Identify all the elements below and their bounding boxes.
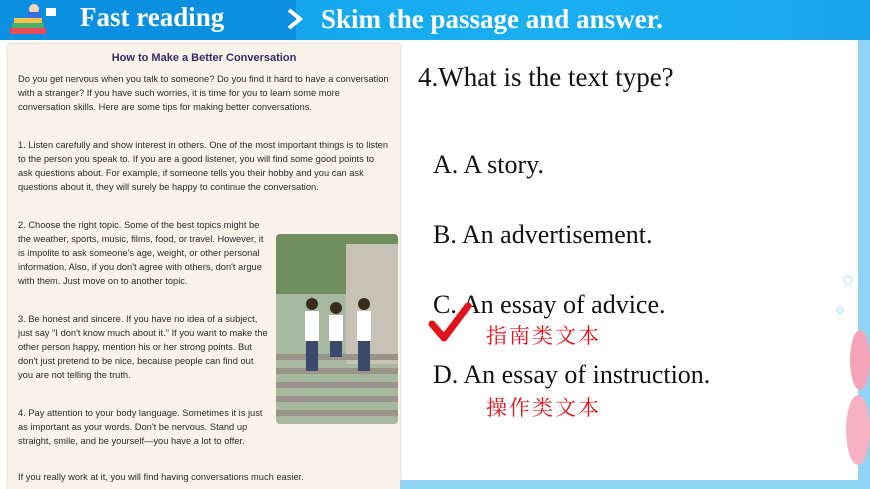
- option-b[interactable]: B. An advertisement.: [433, 220, 653, 249]
- option-c[interactable]: C. An essay of advice.: [433, 290, 666, 319]
- header-bar: [0, 0, 870, 40]
- reading-student-icon: [6, 2, 66, 38]
- passage-tip-1: 1. Listen carefully and show interest in others. One of the most important things is to listen to the person you speak to. If you are a good listener, you will find some good points to ask questions about. For example, if someone tells you their hobby and you can ask questions about it, they will surely be happy to continue the conversation.: [18, 140, 388, 192]
- mermaid-decoration-icon: [820, 250, 870, 489]
- option-a[interactable]: A. A story.: [433, 150, 544, 179]
- chevron-right-icon: [284, 8, 306, 30]
- passage-tip-4: 4. Pay attention to your body language. Sometimes it is just as important as your words. Don't be nervous. Stand up straight, smile, and be yourself—you have a lot to offer.: [18, 408, 263, 446]
- passage-title: How to Make a Better Conversation: [111, 52, 297, 64]
- instruction-title: Skim the passage and answer.: [321, 4, 663, 34]
- note-option-d: 操作类文本: [486, 396, 601, 420]
- passage-tip-3: 3. Be honest and sincere. If you have no idea of a subject, just say "I don't know much about it." If you want to make the other person happy, mention his or her strong points. But don't just pretend to be nice, because people can find out you are not telling the truth.: [18, 314, 268, 380]
- passage-closing: If you really work at it, you will find having conversations much easier.: [18, 472, 304, 482]
- reading-passage: [8, 44, 400, 489]
- section-title: Fast reading: [80, 2, 225, 32]
- question-text: 4.What is the text type?: [418, 62, 674, 92]
- option-d[interactable]: D. An essay of instruction.: [433, 360, 711, 389]
- passage-tip-2: 2. Choose the right topic. Some of the best topics might be the weather, sports, music, films, food, or travel. However, it is impolite to ask someone's age, weight, or other personal information. Also, if you don't agree with others, don't argue with them. Just move on to another topic.: [18, 220, 264, 286]
- note-option-c: 指南类文本: [486, 324, 601, 348]
- passage-intro: Do you get nervous when you talk to someone? Do you find it hard to have a conversation with a stranger? If you have such worries, it is time for you to learn some more conversation skills. Here are some tips for making better conversations.: [18, 74, 389, 112]
- bottom-frame: [400, 480, 870, 489]
- red-checkmark-icon: [428, 300, 472, 344]
- students-on-stairs-photo: [276, 234, 398, 424]
